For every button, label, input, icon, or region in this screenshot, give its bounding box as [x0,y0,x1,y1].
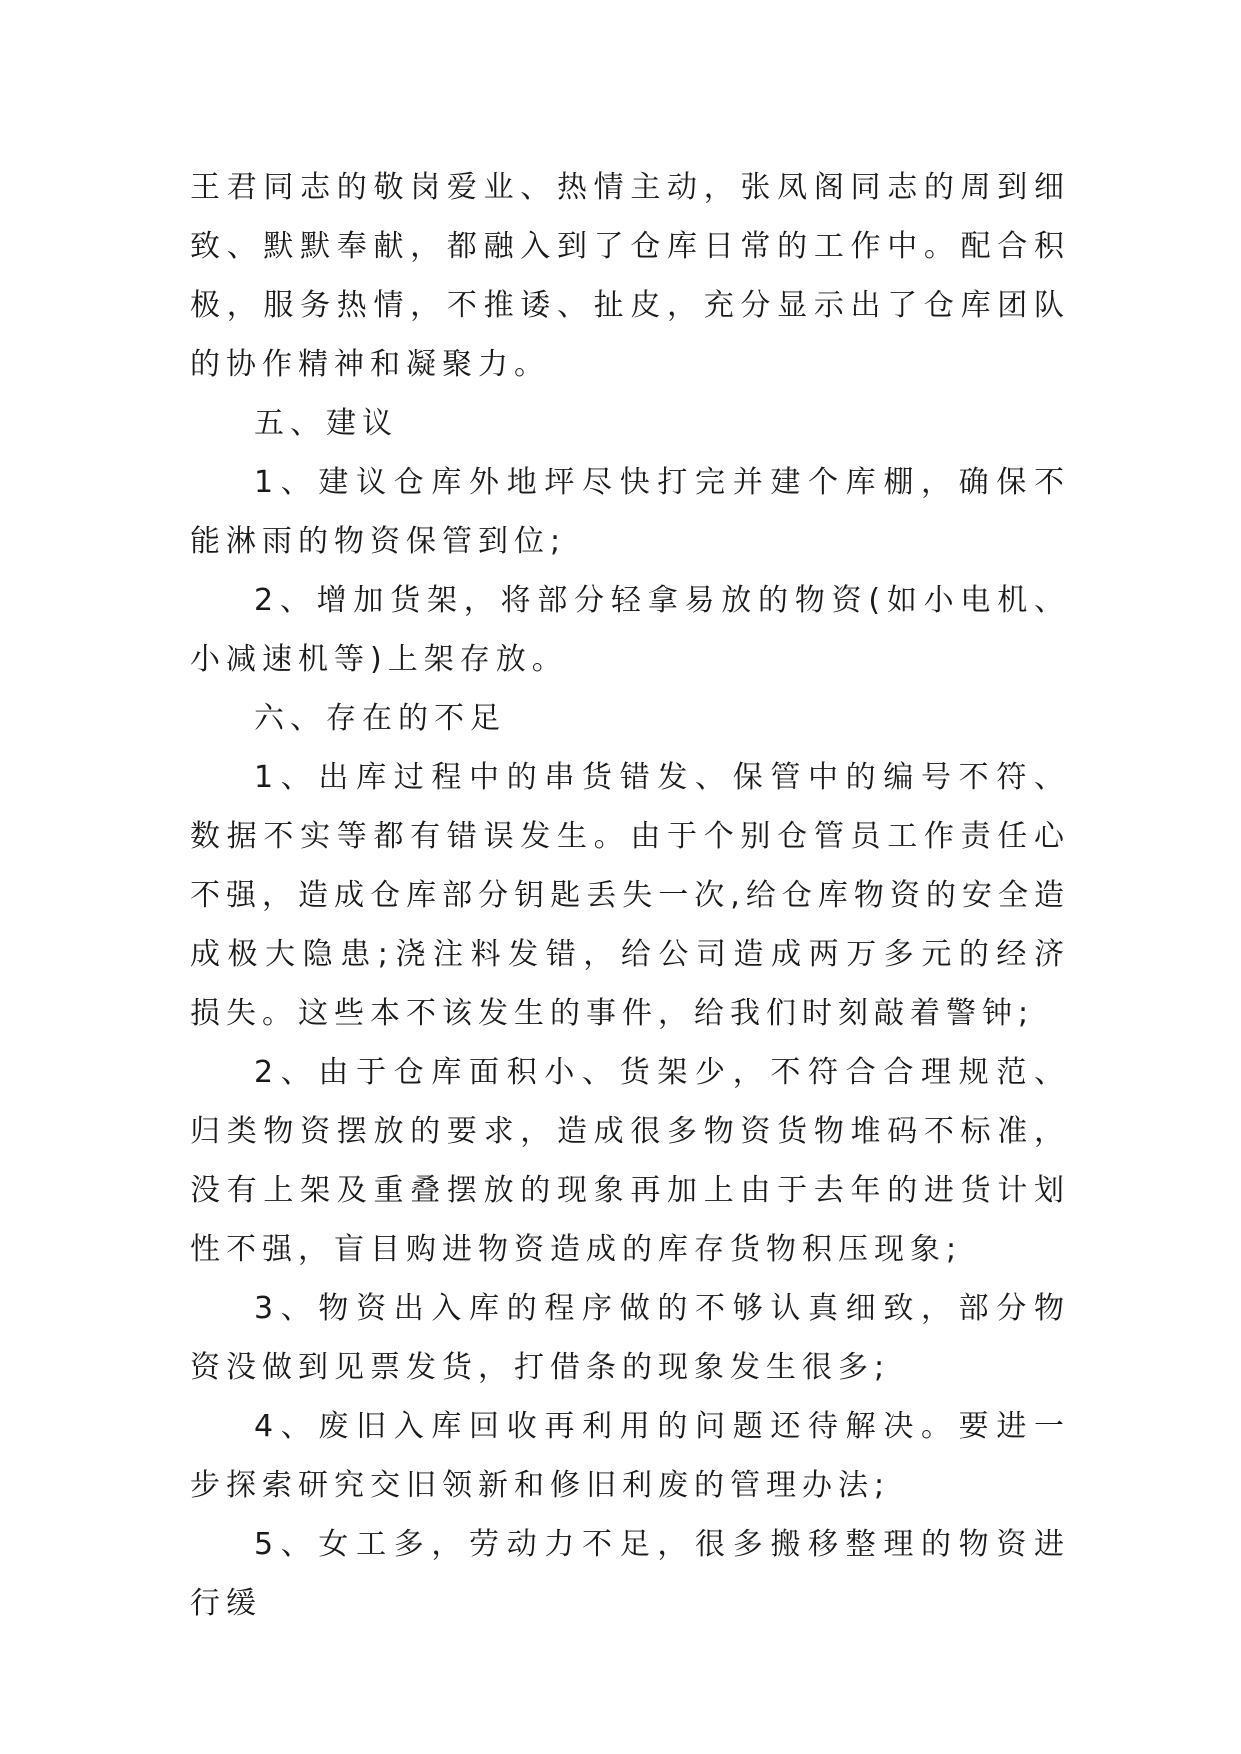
paragraph-staff-praise: 王君同志的敬岗爱业、热情主动，张凤阁同志的周到细致、默默奉献，都融入到了仓库日常的工作中。配合积极，服务热情，不推诿、扯皮，充分显示出了仓库团队的协作精神和凝聚力。 [190,170,1070,382]
document-body [190,158,1070,1633]
section-heading-suggestions: 五、建议 [254,406,398,441]
shortcoming-item-4: 4、废旧入库回收再利用的问题还待解决。要进一步探索研究交旧领新和修旧利废的管理办法; [190,1409,1070,1503]
shortcoming-item-1: 1、出库过程中的串货错发、保管中的编号不符、数据不实等都有错误发生。由于个别仓管员工作责任心不强，造成仓库部分钥匙丢失一次,给仓库物资的安全造成极大隐患;浇注料发错，给公司造成两万多元的经济损失。这些本不该发生的事件，给我们时刻敲着警钟; [190,760,1070,1031]
shortcoming-item-5: 5、女工多，劳动力不足，很多搬移整理的物资进行缓 [190,1527,1070,1621]
shortcoming-item-3: 3、物资出入库的程序做的不够认真细致，部分物资没做到见票发货，打借条的现象发生很多; [190,1291,1070,1385]
shortcoming-item-2: 2、由于仓库面积小、货架少，不符合合理规范、归类物资摆放的要求，造成很多物资货物堆码不标准，没有上架及重叠摆放的现象再加上由于去年的进货计划性不强，盲目购进物资造成的库存货物积压现象; [190,1055,1070,1267]
section-heading-shortcomings: 六、存在的不足 [254,701,506,736]
suggestion-item-2: 2、增加货架，将部分轻拿易放的物资(如小电机、小减速机等)上架存放。 [190,583,1070,677]
suggestion-item-1: 1、建议仓库外地坪尽快打完并建个库棚，确保不能淋雨的物资保管到位; [190,465,1070,559]
